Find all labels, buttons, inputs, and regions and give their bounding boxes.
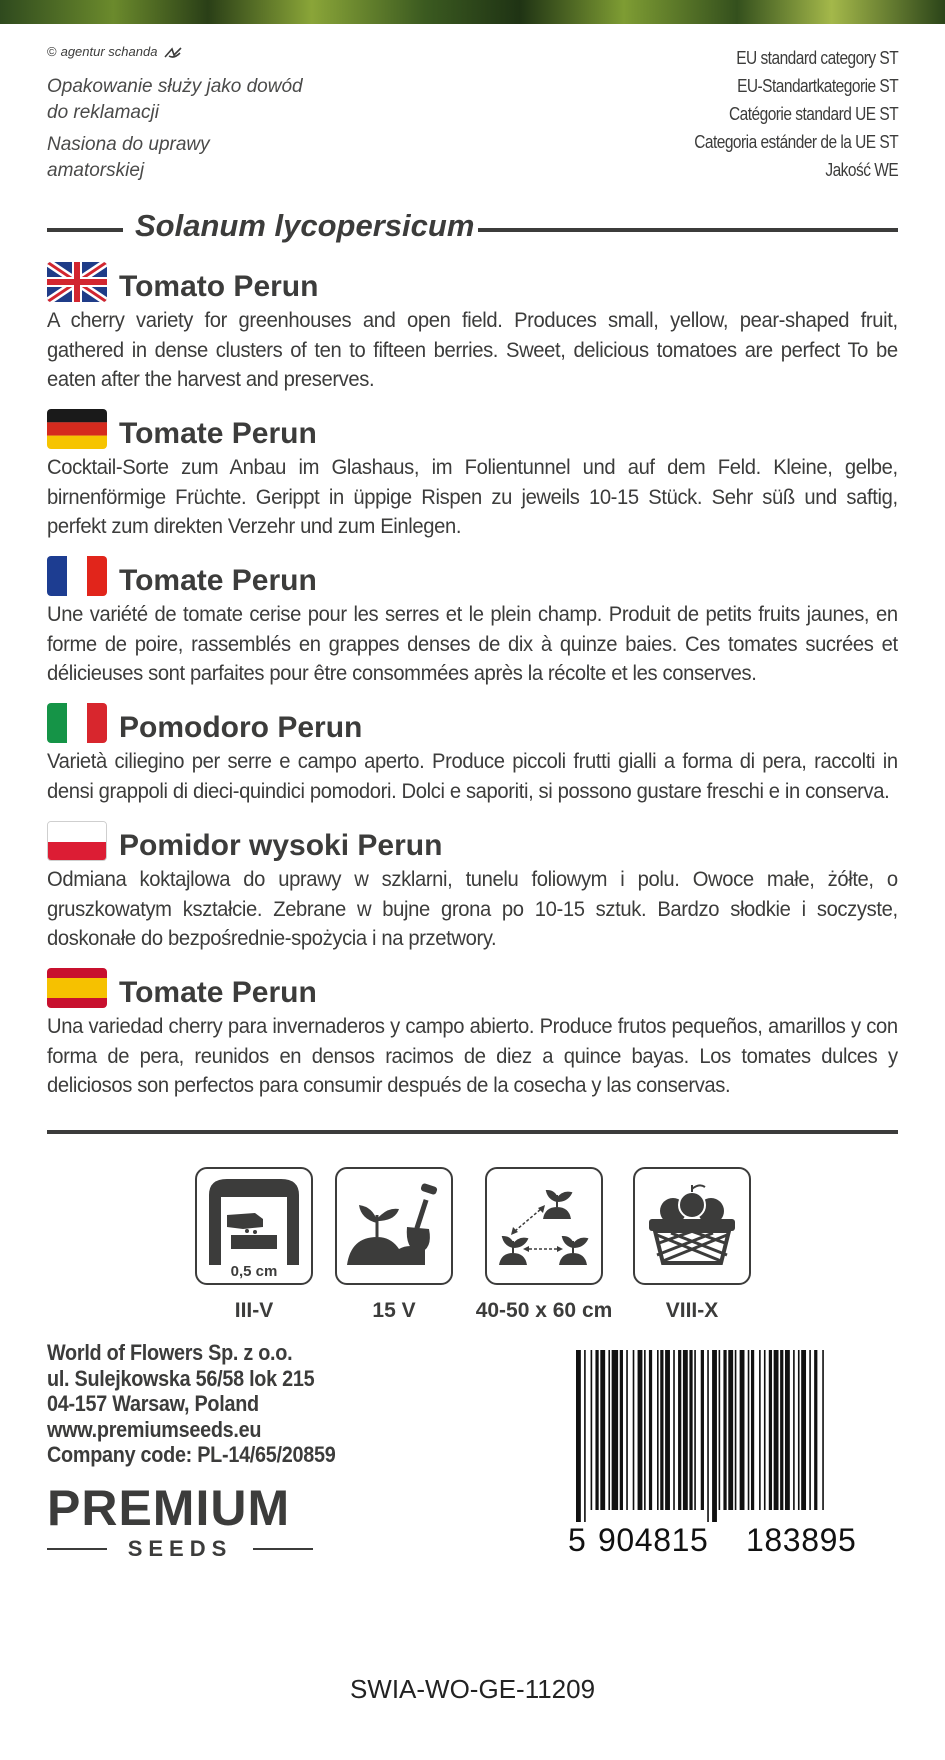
- barcode-bar: [657, 1350, 659, 1510]
- premium-seeds-logo: [47, 1482, 313, 1562]
- eu-category-pl: Jakość WE: [825, 160, 898, 180]
- company-street: ul. Sulejkowska 56/58 lok 215: [47, 1365, 315, 1391]
- section-german: [47, 409, 898, 542]
- barcode-bar: [644, 1350, 646, 1510]
- section-title: Pomidor wysoki Perun: [119, 829, 443, 862]
- complaint-note: Opakowanie służy jako dowód do reklamacji: [47, 76, 303, 123]
- section-title: Tomate Perun: [119, 417, 317, 450]
- amateur-note: Nasiona do uprawy amatorskiej: [47, 134, 210, 181]
- section-divider: [47, 1130, 898, 1134]
- signature-icon: [164, 47, 182, 59]
- company-name: World of Flowers Sp. z o.o.: [47, 1340, 293, 1365]
- barcode-bar: [576, 1350, 581, 1522]
- barcode-bar: [638, 1350, 643, 1510]
- barcode-bar: [626, 1350, 628, 1510]
- barcode-bar: [665, 1350, 670, 1510]
- barcode-bar: [814, 1350, 817, 1510]
- barcode-bar: [620, 1350, 623, 1510]
- section-english: [47, 262, 898, 395]
- footer-code: SWIA-WO-GE-11209: [349, 1674, 596, 1704]
- barcode-bar: [595, 1350, 598, 1510]
- barcode-bar: [723, 1350, 726, 1510]
- barcode-bar: [600, 1350, 605, 1510]
- eu-category-en: EU standard category ST: [736, 48, 898, 68]
- section-description: A cherry variety for greenhouses and open field. Produces small, yellow, pear-shaped fruit, gathered in dense clusters of ten to fifteen berries. Sweet, delicious tomatoes are perfect To be eaten after the harvest and preserves.: [47, 308, 898, 391]
- spacing-caption: 40-50 x 60 cm: [475, 1299, 613, 1322]
- spacing-icon: [485, 1167, 603, 1285]
- barcode-bar: [764, 1350, 766, 1510]
- barcode-bar: [694, 1350, 696, 1510]
- barcode-bar: [689, 1350, 692, 1510]
- barcode-bar: [707, 1350, 709, 1522]
- barcode-bar: [740, 1350, 745, 1510]
- poland-flag-icon: [47, 821, 107, 861]
- species-heading: [47, 208, 898, 248]
- sowing-depth-icon: [195, 1167, 313, 1285]
- barcode-digit-first: 5: [568, 1522, 587, 1558]
- cultivation-icons: [195, 1167, 750, 1327]
- barcode: [568, 1350, 900, 1560]
- sowing-caption: III-V: [234, 1299, 274, 1322]
- section-description: Varietà ciliegino per serre e campo aperto. Produce piccoli frutti gialli a forma di pera, raccolti in densi grappoli di dieci-quindici pomodori. Dolci e saporiti, si possono gustare freschi e in conserva.: [47, 749, 898, 803]
- company-code: Company code: PL-14/65/20859: [47, 1442, 336, 1467]
- section-description: Une variété de tomate cerise pour les serres et le plein champ. Produit de petits fruits jaunes, en forme de poire, rassemblés en grappes denses de dix à quinze baies. Ces tomates sucrées et délicieuses sont parfaites pour être consommées après la récolte et les conserves.: [47, 602, 898, 685]
- barcode-bar: [612, 1350, 618, 1510]
- species-name: Solanum lycopersicum: [135, 208, 475, 243]
- section-title: Pomodoro Perun: [119, 711, 363, 744]
- barcode-bar: [748, 1350, 750, 1510]
- barcode-group-left: 904815: [598, 1522, 709, 1558]
- company-city: 04-157 Warsaw, Poland: [47, 1391, 259, 1416]
- barcode-bar: [798, 1350, 800, 1510]
- uk-flag-icon: [47, 262, 107, 302]
- barcode-group-right: 183895: [746, 1522, 857, 1558]
- barcode-bar: [774, 1350, 779, 1510]
- barcode-bar: [793, 1350, 795, 1510]
- barcode-bar: [822, 1350, 824, 1510]
- barcode-bar: [780, 1350, 783, 1510]
- divider-left: [47, 228, 123, 232]
- divider-right: [478, 228, 898, 232]
- barcode-bar: [701, 1350, 704, 1510]
- section-title: Tomate Perun: [119, 976, 317, 1009]
- barcode-bar: [712, 1350, 717, 1522]
- france-flag-icon: [47, 556, 107, 596]
- barcode-bar: [633, 1350, 635, 1510]
- copyright-text: agentur schanda: [60, 44, 158, 59]
- section-description: Una variedad cherry para invernaderos y campo abierto. Produce frutos pequeños, amarillos y con forma de pera, reunidos en densos racimos de diez a quince bayas. Los tomates dulces y deliciosos son perfectos para consumir después de la cosecha y las conservas.: [47, 1014, 898, 1097]
- section-description: Cocktail-Sorte zum Anbau im Glashaus, im Folientunnel und auf dem Feld. Kleine, gelbe, birnenförmige Früchte. Gerippt in üppige Rispen zu jeweils 10-15 Stück. Sehr süß und saftig, perfekt zum direkten Verzehr und zum Einlegen.: [47, 455, 898, 538]
- eu-category-notes: [694, 44, 898, 184]
- barcode-bar: [751, 1350, 754, 1510]
- germany-flag-icon: [47, 409, 107, 449]
- logo-sub: SEEDS: [127, 1536, 233, 1561]
- header-photo-strip: [0, 0, 945, 24]
- barcode-bar: [608, 1350, 610, 1510]
- italy-flag-icon: [47, 703, 107, 743]
- harvest-caption: VIII-X: [665, 1299, 719, 1322]
- barcode-bar: [660, 1350, 663, 1510]
- barcode-bar: [591, 1350, 593, 1510]
- section-title: Tomate Perun: [119, 564, 317, 597]
- barcode-bar: [785, 1350, 790, 1510]
- planting-caption: 15 V: [372, 1299, 416, 1322]
- barcode-bar: [719, 1350, 721, 1510]
- barcode-bar: [728, 1350, 733, 1510]
- barcode-bar: [735, 1350, 737, 1510]
- barcode-bar: [683, 1350, 688, 1510]
- section-polish: [47, 821, 898, 954]
- eu-category-fr: Catégorie standard UE ST: [728, 104, 898, 124]
- left-notes: [47, 74, 307, 190]
- barcode-bar: [801, 1350, 806, 1510]
- barcode-bar: [649, 1350, 652, 1510]
- company-website[interactable]: www.premiumseeds.eu: [47, 1416, 262, 1442]
- spain-flag-icon: [47, 968, 107, 1008]
- sowing-depth-label: 0,5 cm: [230, 1263, 278, 1280]
- planting-icon: [335, 1167, 453, 1285]
- company-address: [47, 1340, 335, 1468]
- barcode-bar: [809, 1350, 811, 1510]
- copyright: © agentur schanda: [47, 44, 182, 59]
- eu-category-de: EU-Standartkategorie ST: [736, 76, 898, 96]
- section-italian: [47, 703, 898, 806]
- barcode-bar: [584, 1350, 586, 1522]
- barcode-bar: [673, 1350, 675, 1510]
- barcode-bar: [769, 1350, 772, 1510]
- barcode-bar: [759, 1350, 761, 1510]
- barcode-bar: [678, 1350, 681, 1510]
- section-spanish: [47, 968, 898, 1101]
- logo-brand: PREMIUM: [47, 1480, 291, 1536]
- harvest-basket-icon: [633, 1167, 751, 1285]
- section-title: Tomato Perun: [119, 270, 319, 303]
- section-french: [47, 556, 898, 689]
- eu-category-es: Categoria estánder de la UE ST: [694, 132, 898, 152]
- section-description: Odmiana koktajlowa do uprawy w szklarni, tunelu foliowym i polu. Owoce małe, żółte, o gruszkowatym kształcie. Zebrane w bujne grona po 10-15 sztuk. Bardzo słodkie i soczyste, doskonałe do bezpośrednie-spożycia i na przetwory.: [47, 867, 898, 950]
